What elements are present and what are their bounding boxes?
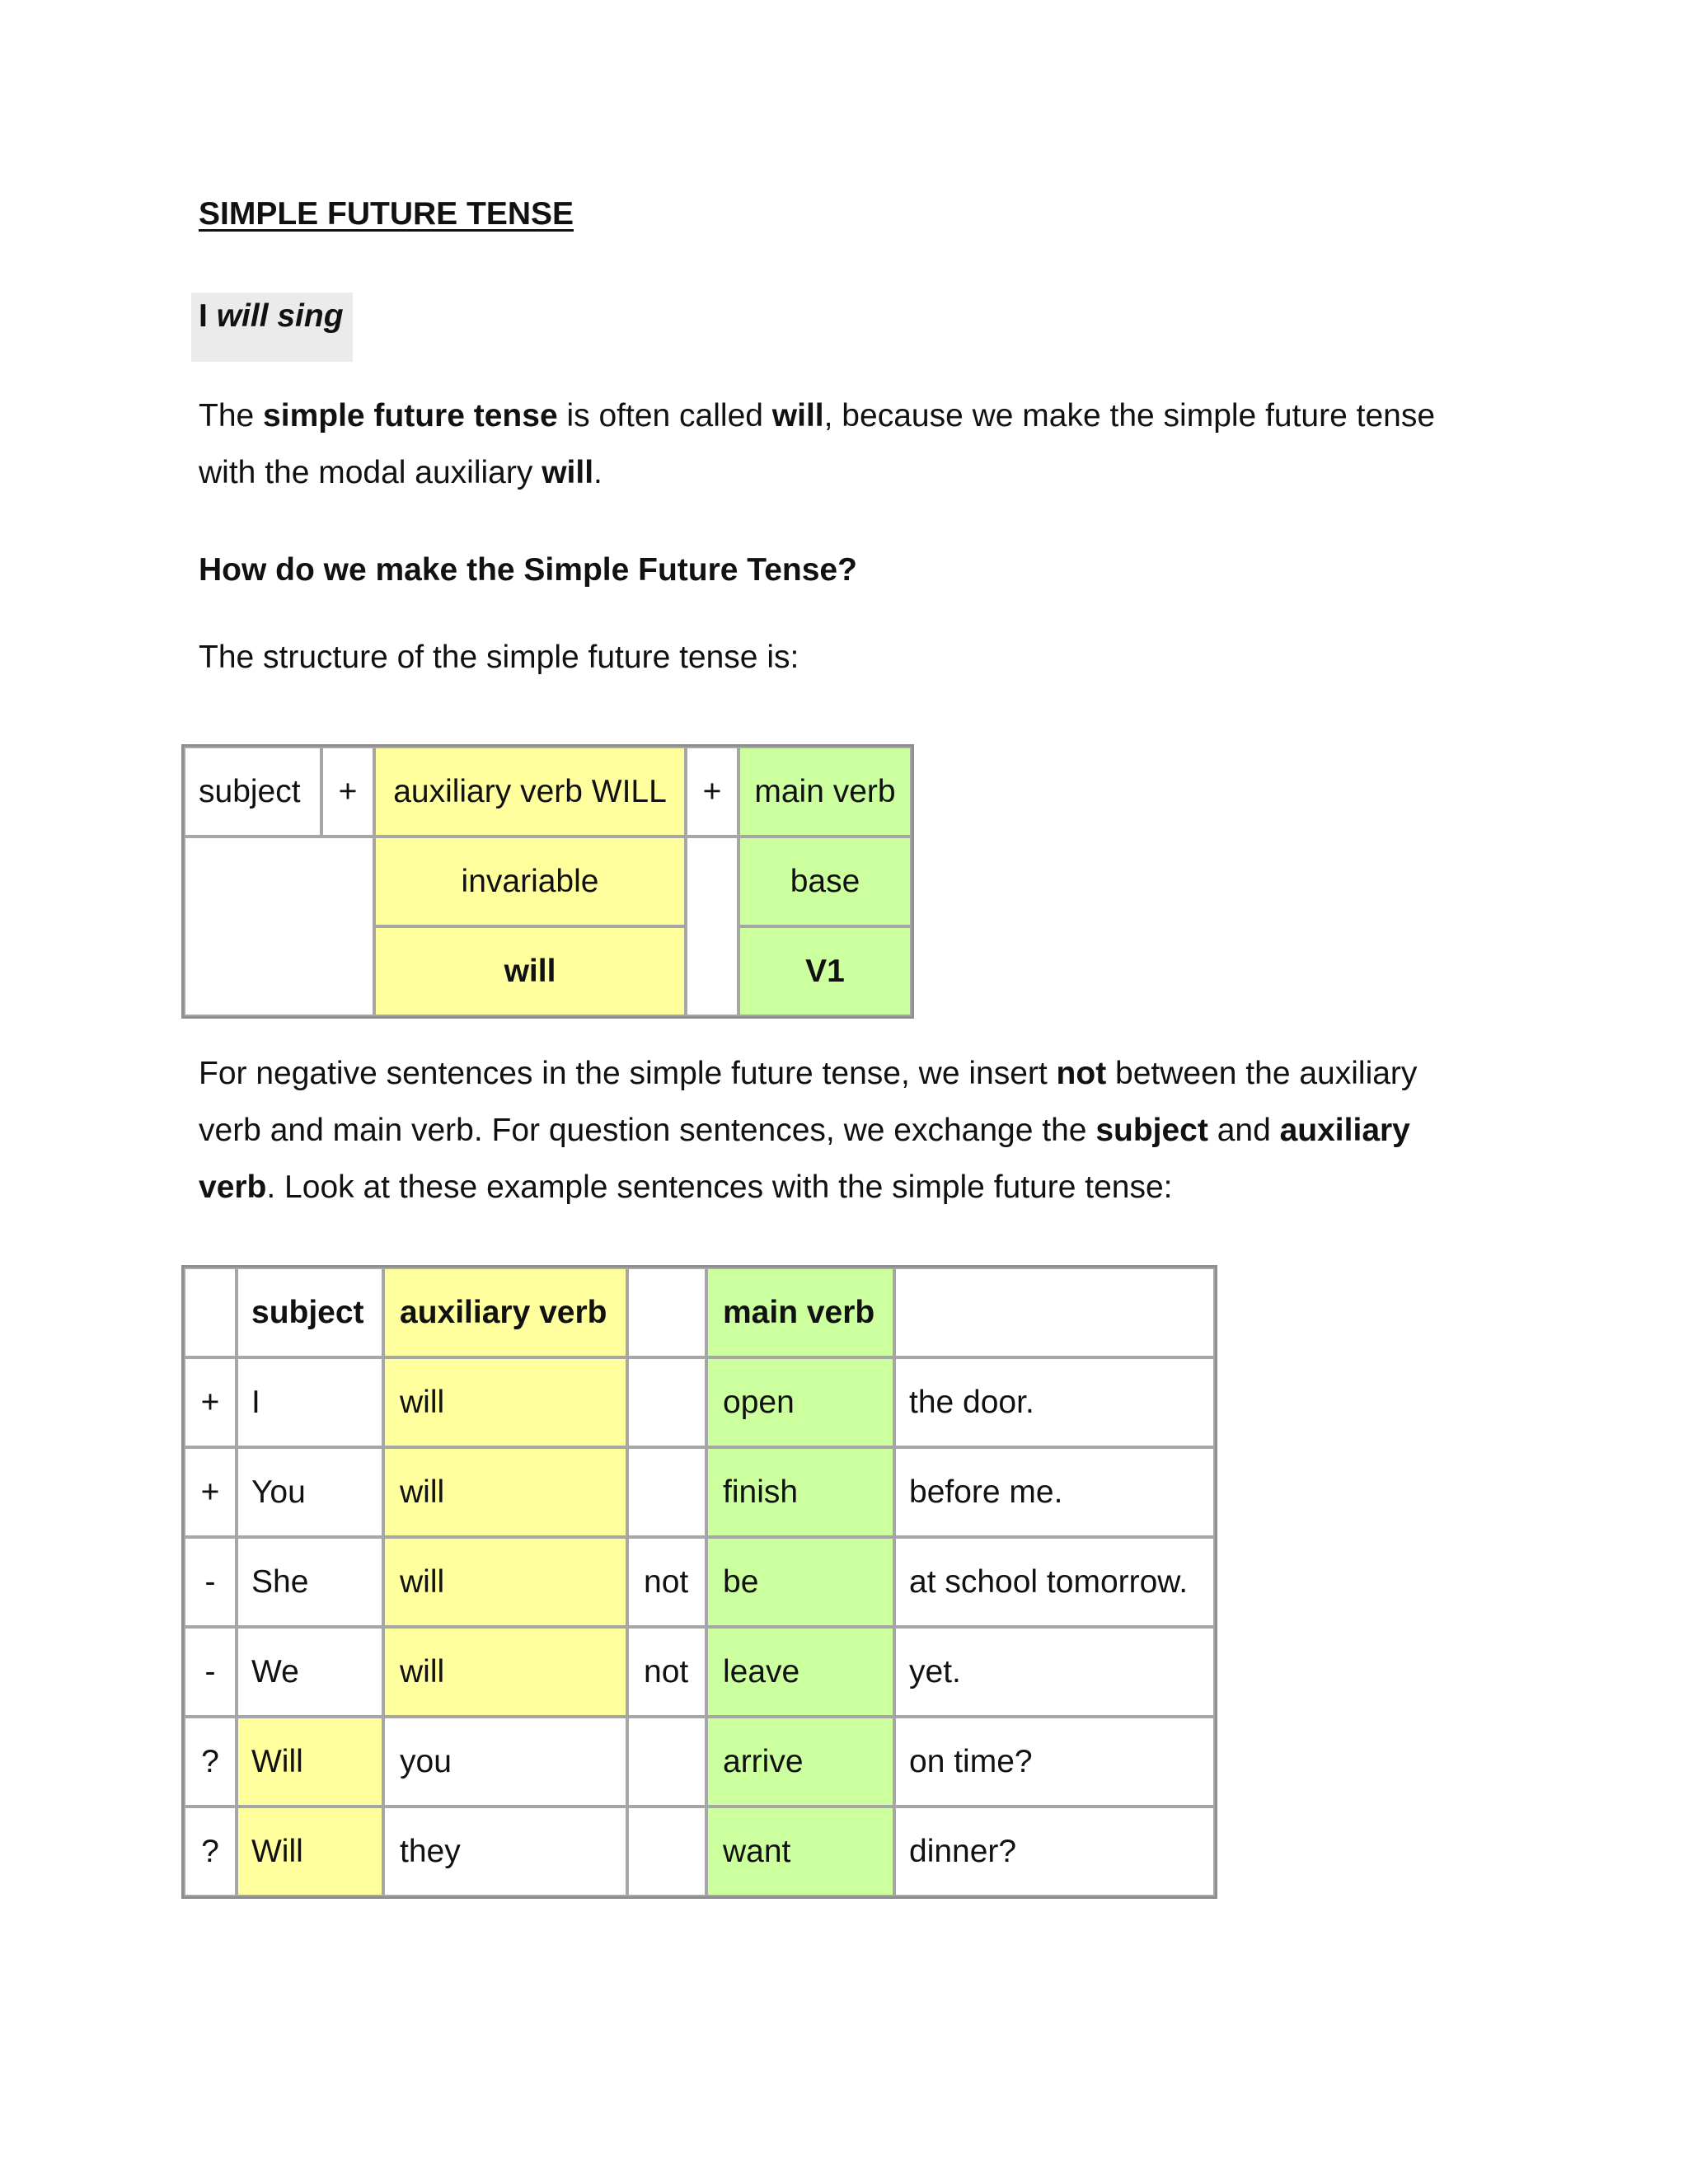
header-cell: subject — [237, 1268, 383, 1357]
example-verb-phrase: will sing — [216, 298, 344, 334]
subject-cell: We — [237, 1627, 383, 1717]
rest-cell: at school tomorrow. — [894, 1537, 1215, 1627]
paragraph-line — [199, 1045, 1417, 1102]
paragraph-bold: verb — [199, 1169, 267, 1205]
structure-aux-cell: auxiliary verb WILL — [374, 747, 686, 837]
table-row — [184, 1627, 1215, 1717]
subject-cell: I — [237, 1357, 383, 1447]
intro-text: , because we make the simple future tense — [823, 398, 1436, 434]
sentence-type-cell: ? — [184, 1807, 237, 1896]
table-row — [184, 837, 912, 926]
structure-main-cell: V1 — [738, 926, 912, 1016]
intro-bold: simple future tense — [263, 398, 558, 434]
not-cell — [627, 1807, 706, 1896]
example-sentence — [199, 298, 344, 335]
paragraph-text: verb and main verb. For question sentences, we exchange the — [199, 1113, 1096, 1148]
paragraph-bold: auxiliary — [1279, 1113, 1410, 1148]
intro-paragraph — [199, 387, 1435, 501]
main-verb-cell: be — [706, 1537, 894, 1627]
section-heading: How do we make the Simple Future Tense? — [199, 552, 857, 588]
header-cell — [894, 1268, 1215, 1357]
table-row — [184, 747, 912, 837]
auxiliary-cell: will — [383, 1447, 627, 1537]
not-cell — [627, 1357, 706, 1447]
table-row — [184, 1447, 1215, 1537]
intro-text: . — [593, 455, 603, 490]
paragraph-text: and — [1207, 1113, 1280, 1148]
rest-cell: the door. — [894, 1357, 1215, 1447]
structure-subject-cell: subject — [184, 747, 321, 837]
structure-aux-cell: invariable — [374, 837, 686, 926]
subject-cell: You — [237, 1447, 383, 1537]
paragraph-bold: not — [1056, 1056, 1107, 1091]
main-verb-cell: finish — [706, 1447, 894, 1537]
paragraph-line — [199, 1159, 1417, 1216]
intro-text: The — [199, 398, 264, 434]
table-row — [184, 1357, 1215, 1447]
sentence-type-cell: + — [184, 1357, 237, 1447]
auxiliary-cell: will — [383, 1627, 627, 1717]
structure-aux-cell: will — [374, 926, 686, 1016]
structure-empty-cell — [184, 837, 374, 1016]
header-cell: auxiliary verb — [383, 1268, 627, 1357]
header-cell: main verb — [706, 1268, 894, 1357]
sentence-type-cell: + — [184, 1447, 237, 1537]
main-verb-cell: leave — [706, 1627, 894, 1717]
paragraph-text: between the auxiliary — [1106, 1056, 1418, 1091]
page-title: SIMPLE FUTURE TENSE — [199, 196, 574, 232]
intro-text: with the modal auxiliary — [199, 455, 542, 490]
negative-question-paragraph — [199, 1045, 1417, 1216]
sentence-type-cell: - — [184, 1537, 237, 1627]
structure-table — [181, 744, 914, 1019]
rest-cell: before me. — [894, 1447, 1215, 1537]
structure-empty-cell — [686, 837, 738, 1016]
rest-cell: yet. — [894, 1627, 1215, 1717]
rest-cell: on time? — [894, 1717, 1215, 1807]
sentence-type-cell: - — [184, 1627, 237, 1717]
sentence-type-cell: ? — [184, 1717, 237, 1807]
auxiliary-cell: they — [383, 1807, 627, 1896]
structure-plus-cell: + — [321, 747, 374, 837]
auxiliary-cell: you — [383, 1717, 627, 1807]
not-cell — [627, 1447, 706, 1537]
not-cell — [627, 1717, 706, 1807]
header-cell — [627, 1268, 706, 1357]
subject-cell: Will — [237, 1807, 383, 1896]
not-cell: not — [627, 1537, 706, 1627]
structure-main-cell: main verb — [738, 747, 912, 837]
paragraph-line — [199, 1102, 1417, 1159]
intro-text: is often called — [557, 398, 772, 434]
subject-cell: She — [237, 1537, 383, 1627]
auxiliary-cell: will — [383, 1537, 627, 1627]
main-verb-cell: arrive — [706, 1717, 894, 1807]
paragraph-text: For negative sentences in the simple future tense, we insert — [199, 1056, 1057, 1091]
structure-intro: The structure of the simple future tense is: — [199, 640, 799, 675]
subject-cell: Will — [237, 1717, 383, 1807]
auxiliary-cell: will — [383, 1357, 627, 1447]
main-verb-cell: want — [706, 1807, 894, 1896]
paragraph-text: . Look at these example sentences with the simple future tense: — [266, 1169, 1173, 1205]
intro-line-2 — [199, 444, 1435, 501]
not-cell: not — [627, 1627, 706, 1717]
examples-table — [181, 1265, 1217, 1899]
table-row — [184, 1717, 1215, 1807]
main-verb-cell: open — [706, 1357, 894, 1447]
intro-line-1 — [199, 387, 1435, 444]
paragraph-bold: subject — [1095, 1113, 1208, 1148]
rest-cell: dinner? — [894, 1807, 1215, 1896]
structure-plus-cell: + — [686, 747, 738, 837]
intro-bold: will — [542, 455, 594, 490]
intro-bold: will — [771, 398, 824, 434]
structure-main-cell: base — [738, 837, 912, 926]
example-subject: I — [199, 298, 208, 334]
table-row — [184, 1537, 1215, 1627]
table-header-row — [184, 1268, 1215, 1357]
header-cell — [184, 1268, 237, 1357]
table-row — [184, 1807, 1215, 1896]
